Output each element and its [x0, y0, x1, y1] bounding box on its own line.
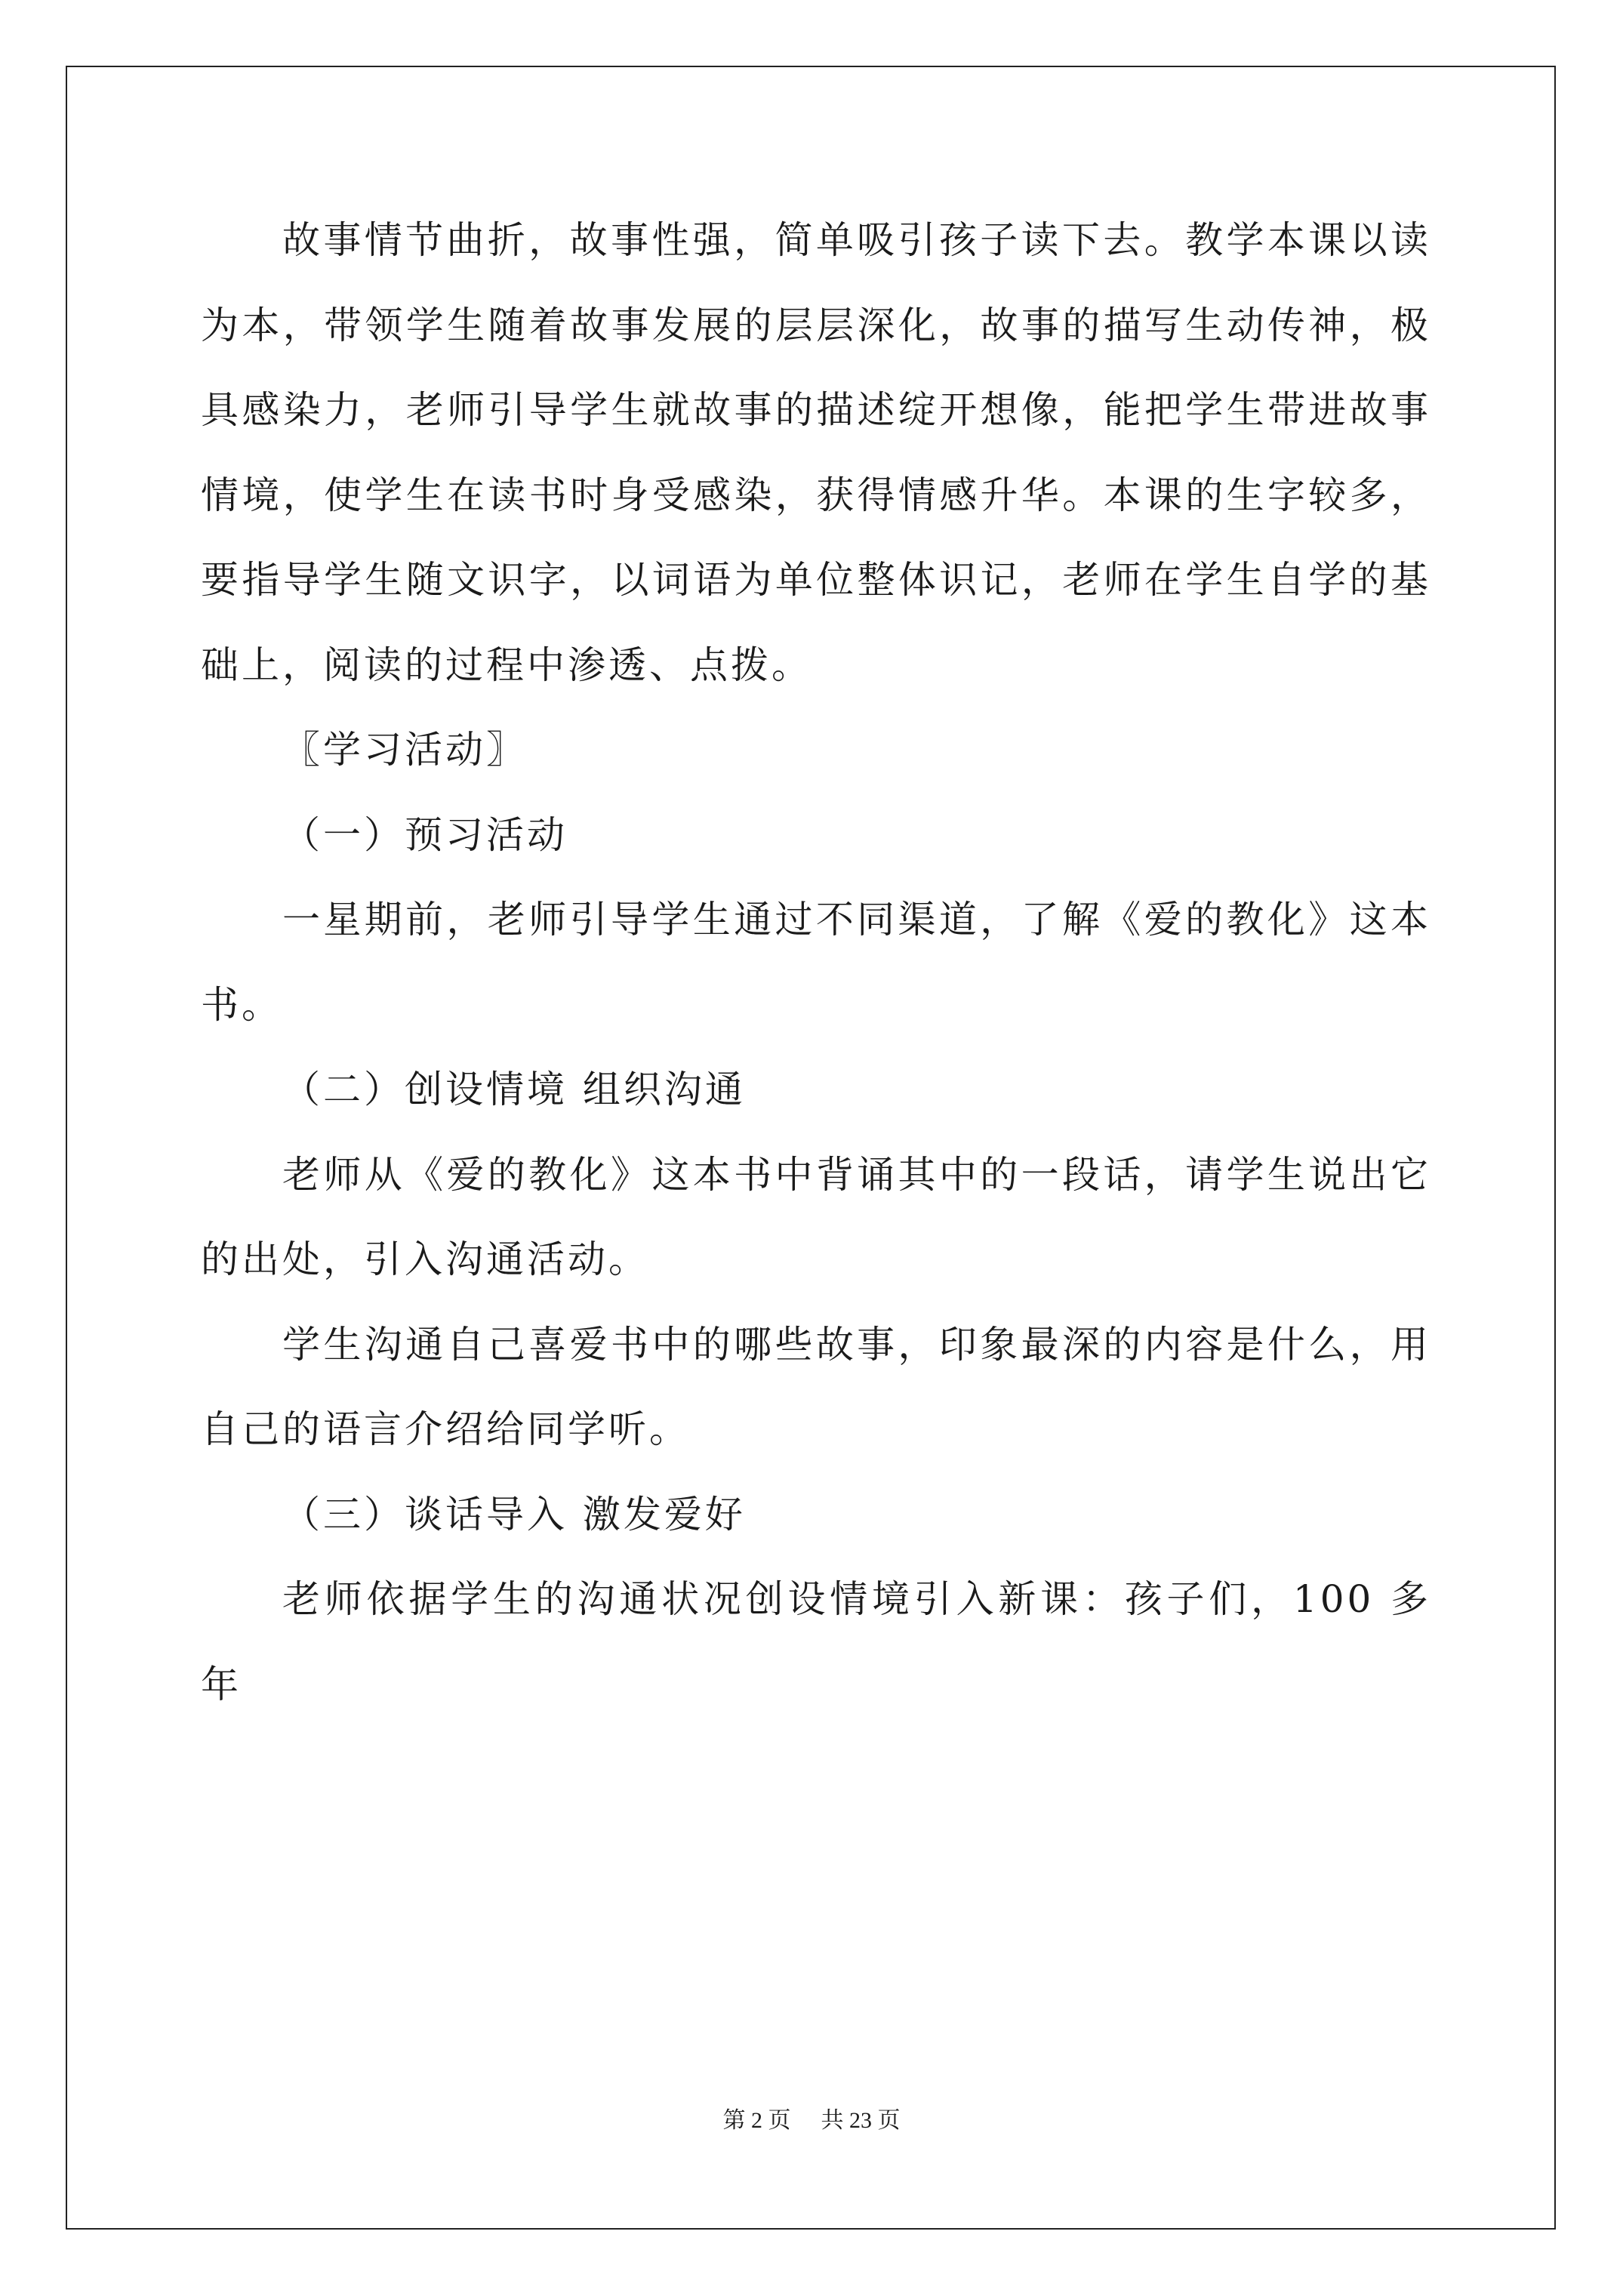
page-total: 共 23 页 — [821, 2108, 901, 2133]
page-number: 第 2 页 — [722, 2108, 791, 2133]
section-heading: 〖学习活动〗 — [282, 728, 527, 772]
paragraph: 老师依据学生的沟通状况创设情境引入新课：孩子们，100 多年 — [201, 1577, 1431, 1706]
paragraph: 老师从《爱的教化》这本书中背诵其中的一段话，请学生说出它的出处，引入沟通活动。 — [201, 1152, 1431, 1281]
subsection-heading: （三）谈话导入 激发爱好 — [282, 1492, 746, 1536]
subsection-heading: （二）创设情境 组织沟通 — [282, 1068, 746, 1111]
paragraph: 故事情节曲折，故事性强，简单吸引孩子读下去。教学本课以读为本，带领学生随着故事发展的层层深化，故事的描写生动传神，极具感染力，老师引导学生就故事的描述绽开想像，能把学生带进故事情境，使学生在读书时身受感染，获得情感升华。本课的生字较多，要指导学生随文识字，以词语为单位整体识记，老师在学生自学的基础上，阅读的过程中渗透、点拨。 — [201, 218, 1431, 687]
paragraph: 学生沟通自己喜爱书中的哪些故事，印象最深的内容是什么，用自己的语言介绍给同学听。 — [201, 1322, 1431, 1451]
subsection-heading: （一）预习活动 — [282, 812, 568, 857]
paragraph: 一星期前，老师引导学生通过不同渠道，了解《爱的教化》这本书。 — [201, 898, 1431, 1027]
page-footer — [0, 2101, 1623, 2134]
document-body — [201, 198, 1431, 1727]
